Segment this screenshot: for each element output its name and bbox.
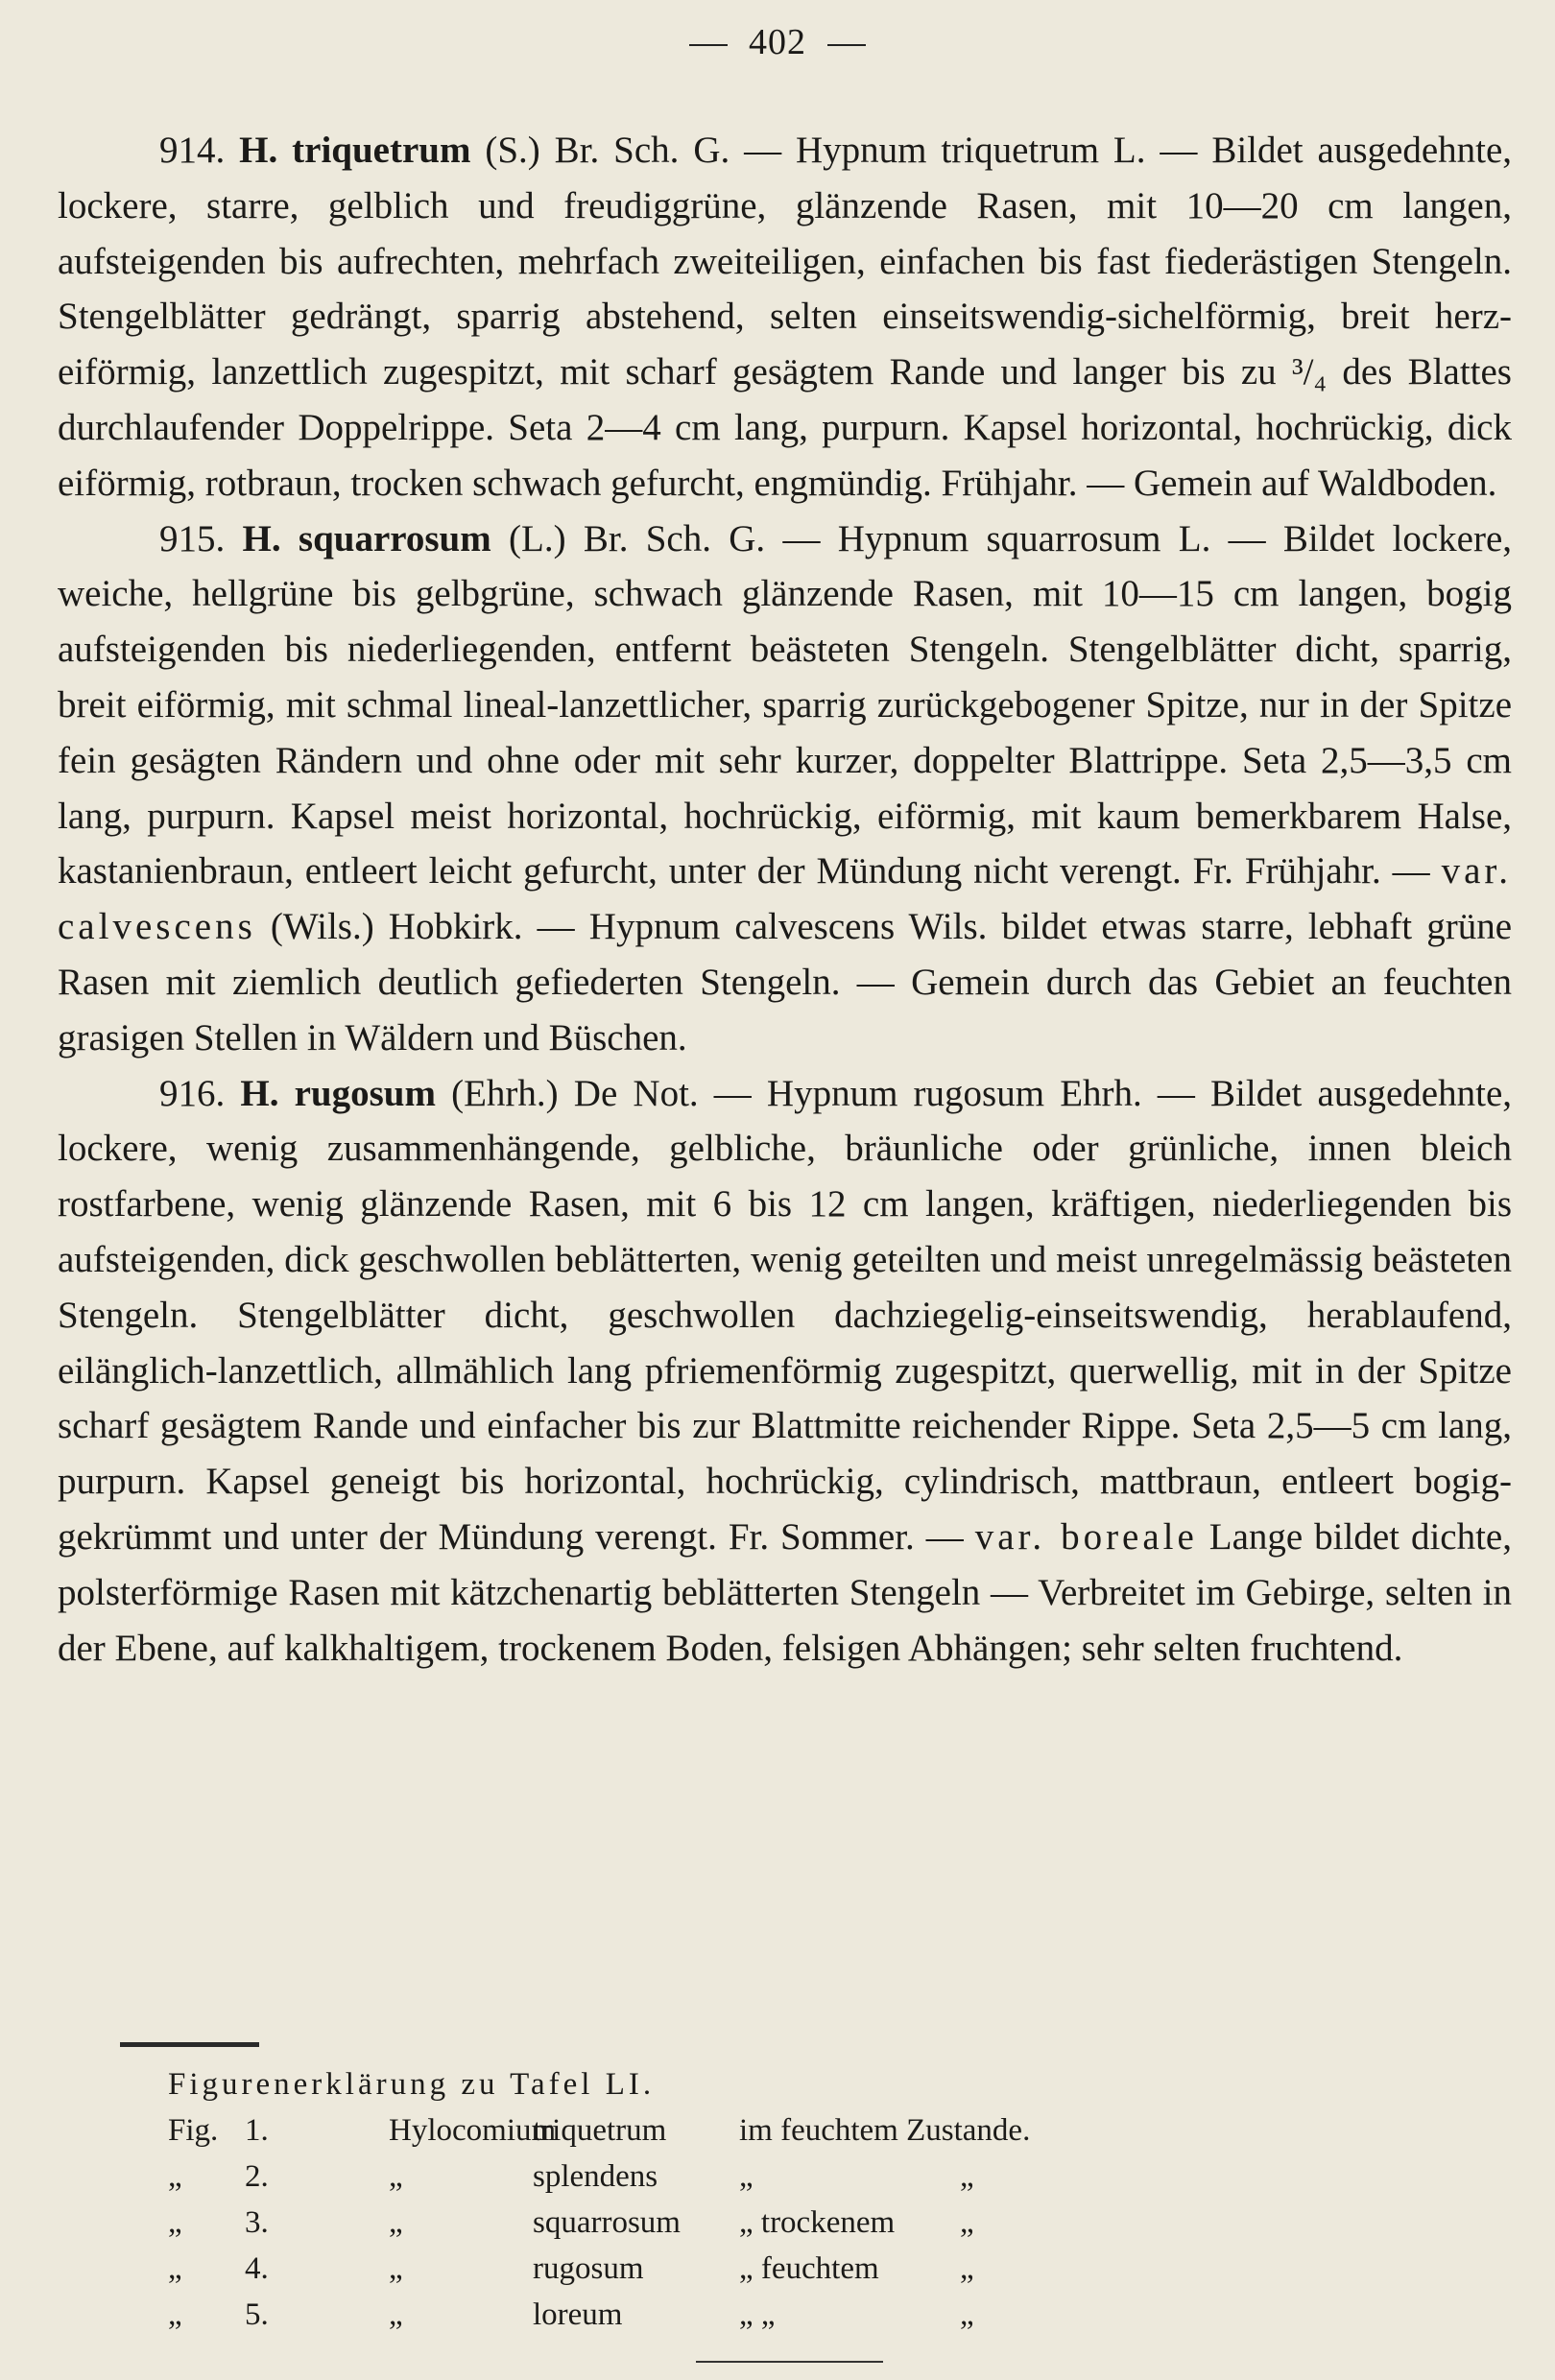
legend-fig-number: 5. xyxy=(245,2297,269,2332)
legend-row xyxy=(168,2154,1416,2200)
legend-genus: „ xyxy=(389,2297,403,2332)
legend-genus: „ xyxy=(389,2205,403,2240)
figure-legend xyxy=(168,2061,1416,2338)
legend-species: squarrosum xyxy=(533,2205,681,2240)
legend-row xyxy=(168,2246,1416,2292)
legend-row xyxy=(168,2200,1416,2246)
entry-description: Bildet ausgedehnte, lockere, wenig zusammenhängende, gelbliche, bräunliche oder grünliche, innen bleich rostfarbene, wenig glänzende Rasen, mit 6 bis 12 cm langen, kräftigen, niederliegenden bis aufsteigenden, dick geschwollen beblätterten, wenig geteilten und meist unregelmässig beästeten Stengeln. Stengelblätter dicht, geschwollen dachziegelig-einseitswendig, herablaufend, eilänglich-lanzettlich, allmählich lang pfriemenförmig zugespitzt, querwellig, mit in der Spitze scharf gesägtem Rande und einfacher bis zur Blattmitte reichender Rippe. Seta 2,5—5 cm lang, purpurn. Kapsel geneigt bis horizontal, hochrückig, cylindrisch, mattbraun, entleert bogig-gekrümmt und unter der Mündung verengt. Fr. Sommer. — xyxy=(58,1072,1513,1558)
footnote-rule xyxy=(120,2042,259,2047)
entry-number: 915. xyxy=(159,517,226,559)
legend-fig-label: Fig. xyxy=(168,2113,219,2148)
bottom-rule xyxy=(696,2361,883,2363)
entry-914 xyxy=(58,123,1512,512)
species-name: squarrosum xyxy=(298,517,491,559)
entry-author: (S.) Br. Sch. G. — Hypnum triquetrum L. — xyxy=(485,130,1198,171)
legend-species: rugosum xyxy=(533,2251,644,2286)
body-text xyxy=(58,123,1512,1676)
entry-author: (L.) Br. Sch. G. — Hypnum squarrosum L. — xyxy=(509,517,1266,559)
legend-species: loreum xyxy=(533,2297,623,2332)
page-header xyxy=(0,21,1555,63)
legend-state: „ „ xyxy=(739,2297,776,2332)
legend-genus: Hylocomium xyxy=(389,2113,557,2148)
page-number: 402 xyxy=(749,22,806,62)
legend-row xyxy=(168,2107,1416,2154)
genus-abbrev: H. xyxy=(239,130,278,171)
header-dash-right xyxy=(827,44,866,46)
genus-abbrev: H. xyxy=(240,1072,279,1114)
legend-state: „ trockenem xyxy=(739,2205,896,2240)
entry-description: Bildet lockere, weiche, hellgrüne bis gelbgrüne, schwach glänzende Rasen, mit 10—15 cm langen, bogig aufsteigenden bis niederliegenden, entfernt beästeten Stengeln. Stengelblätter dicht, sparrig, breit eiförmig, mit schmal lineal-lanzettlicher, sparrig zurückgebogener Spitze, nur in der Spitze fein gesägten Rändern und ohne oder mit sehr kurzer, doppelter Blattrippe. Seta 2,5—3,5 cm lang, purpurn. Kapsel meist horizontal, hochrückig, eiförmig, mit kaum bemerkbarem Halse, kastanienbraun, entleert leicht gefurcht, unter der Mündung nicht verengt. Fr. Frühjahr. — xyxy=(58,517,1513,892)
legend-state: „ feuchtem xyxy=(739,2251,879,2286)
entry-number: 914. xyxy=(159,130,226,171)
entry-916 xyxy=(58,1066,1512,1677)
legend-ditto: „ xyxy=(960,2159,974,2194)
legend-genus: „ xyxy=(389,2159,403,2194)
variety-description: Lange bildet dichte, polsterförmige Rasen mit kätzchenartig beblätterten Stengeln — Verbreitet im Gebirge, selten in der Ebene, auf kalkhaltigem, trockenem Boden, felsigen Abhängen; sehr selten fruchtend. xyxy=(58,1515,1512,1669)
entry-915 xyxy=(58,512,1512,1066)
variety-description: (Wils.) Hobkirk. — Hypnum calvescens Wils. bildet etwas starre, lebhaft grüne Rasen mit ziemlich deutlich gefiederten Stengeln. — Gemein durch das Gebiet an feuchten grasigen Stellen in Wäldern und Büschen. xyxy=(58,906,1512,1059)
legend-fig-number: 4. xyxy=(245,2251,269,2286)
legend-row xyxy=(168,2292,1416,2338)
legend-ditto: „ xyxy=(960,2205,974,2240)
species-name: triquetrum xyxy=(292,130,471,171)
legend-title: Figurenerklärung zu Tafel LI. xyxy=(168,2067,656,2102)
entry-description: Bildet ausgedehnte, lockere, starre, gelblich und freudiggrüne, glänzende Rasen, mit 10—20 cm langen, aufsteigenden bis aufrechten, mehrfach zweiteiligen, einfachen bis fast fiederästigen Stengeln. Stengelblätter gedrängt, sparrig abstehend, selten einseitswendig-sichelförmig, breit herz-eiförmig, lanzettlich zugespitzt, mit scharf gesägtem Rande und langer bis zu ³/₄ des Blattes durchlaufender Doppelrippe. Seta 2—4 cm lang, purpurn. Kapsel horizontal, hochrückig, dick eiförmig, rotbraun, trocken schwach gefurcht, engmündig. Frühjahr. — Gemein auf Waldboden. xyxy=(58,130,1513,504)
entry-number: 916. xyxy=(159,1072,226,1114)
legend-fig-number: 1. xyxy=(245,2113,269,2148)
entry-author: (Ehrh.) De Not. — Hypnum rugosum Ehrh. — xyxy=(451,1072,1195,1114)
legend-fig-number: 3. xyxy=(245,2205,269,2240)
legend-fig-number: 2. xyxy=(245,2159,269,2194)
legend-ditto: „ xyxy=(960,2297,974,2332)
legend-fig-label: „ xyxy=(168,2205,182,2240)
legend-fig-label: „ xyxy=(168,2251,182,2286)
legend-state: „ xyxy=(739,2159,754,2194)
legend-state: im feuchtem Zustande. xyxy=(739,2113,1031,2148)
species-name: rugosum xyxy=(294,1072,436,1114)
legend-genus: „ xyxy=(389,2251,403,2286)
legend-fig-label: „ xyxy=(168,2297,182,2332)
legend-species: triquetrum xyxy=(533,2113,667,2148)
variety-label: var. boreale xyxy=(974,1515,1198,1558)
genus-abbrev: H. xyxy=(242,517,281,559)
legend-fig-label: „ xyxy=(168,2159,182,2194)
legend-ditto: „ xyxy=(960,2251,974,2286)
variety-label: var. calvescens xyxy=(58,850,1512,948)
legend-species: splendens xyxy=(533,2159,658,2194)
header-dash-left xyxy=(689,44,728,46)
